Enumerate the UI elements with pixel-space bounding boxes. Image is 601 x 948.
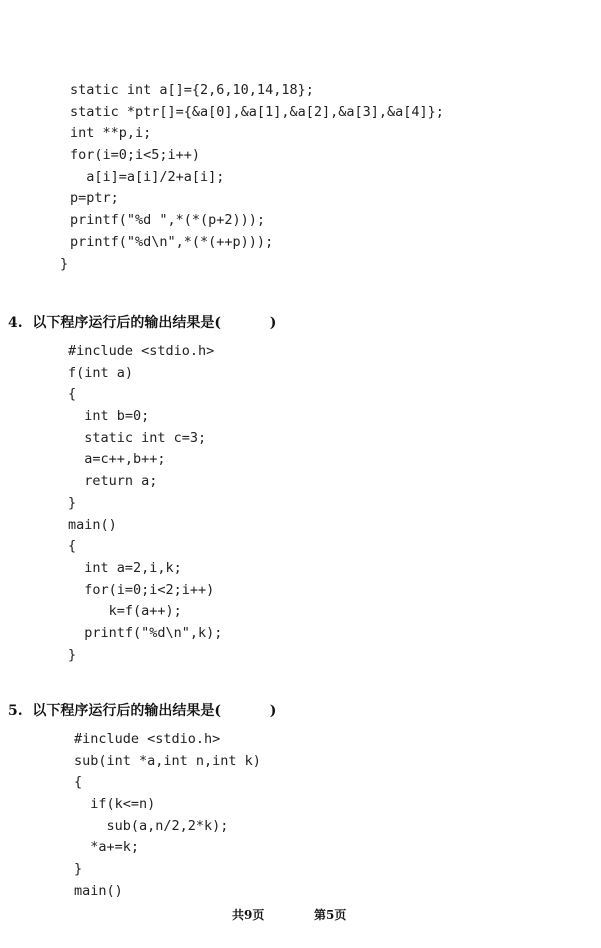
code-line: *a+=k;	[74, 839, 140, 856]
code-line: for(i=0;i<5;i++)	[70, 147, 201, 164]
code-line: printf("%d\n",*(*(++p)));	[70, 233, 274, 250]
code-block-1	[60, 80, 444, 275]
code-line: {	[68, 538, 77, 555]
code-line: }	[68, 646, 77, 663]
code-line: static int c=3;	[68, 429, 207, 446]
code-line: printf("%d ",*(*(p+2)));	[70, 212, 266, 229]
code-line: main()	[74, 882, 123, 899]
code-line: main()	[68, 516, 117, 533]
code-line: sub(a,n/2,2*k);	[74, 817, 229, 834]
code-line: return a;	[68, 473, 158, 490]
code-line: printf("%d\n",k);	[68, 624, 223, 641]
closing-brace: }	[60, 255, 69, 272]
code-line: sub(int *a,int n,int k)	[74, 752, 261, 769]
code-line: static *ptr[]={&a[0],&a[1],&a[2],&a[3],&a[4]};	[70, 103, 444, 120]
page-total-label: 共9页	[232, 908, 265, 922]
code-line: a=c++,b++;	[68, 451, 166, 468]
page-number-label: 第5页	[314, 908, 347, 922]
code-line: #include <stdio.h>	[74, 731, 221, 747]
code-line: int b=0;	[68, 408, 150, 425]
code-line: {	[74, 774, 83, 791]
question-4-prompt: 4. 以下程序运行后的输出结果是( )	[8, 315, 277, 331]
code-line: p=ptr;	[70, 190, 119, 207]
code-line: k=f(a++);	[68, 603, 182, 620]
code-line: static int a[]={2,6,10,14,18};	[70, 82, 314, 98]
code-line: }	[74, 861, 83, 878]
code-line: }	[68, 494, 77, 511]
code-line: int **p,i;	[70, 125, 152, 142]
code-line: int a=2,i,k;	[68, 559, 182, 576]
code-line: f(int a)	[68, 364, 134, 381]
code-block-2	[68, 341, 222, 666]
code-line: if(k<=n)	[74, 796, 156, 813]
question-5-prompt: 5. 以下程序运行后的输出结果是( )	[8, 703, 277, 719]
code-line: a[i]=a[i]/2+a[i];	[70, 168, 225, 185]
code-line: #include <stdio.h>	[68, 343, 215, 359]
code-line: for(i=0;i<2;i++)	[68, 581, 215, 598]
code-line: {	[68, 386, 77, 403]
code-block-3	[74, 729, 261, 903]
